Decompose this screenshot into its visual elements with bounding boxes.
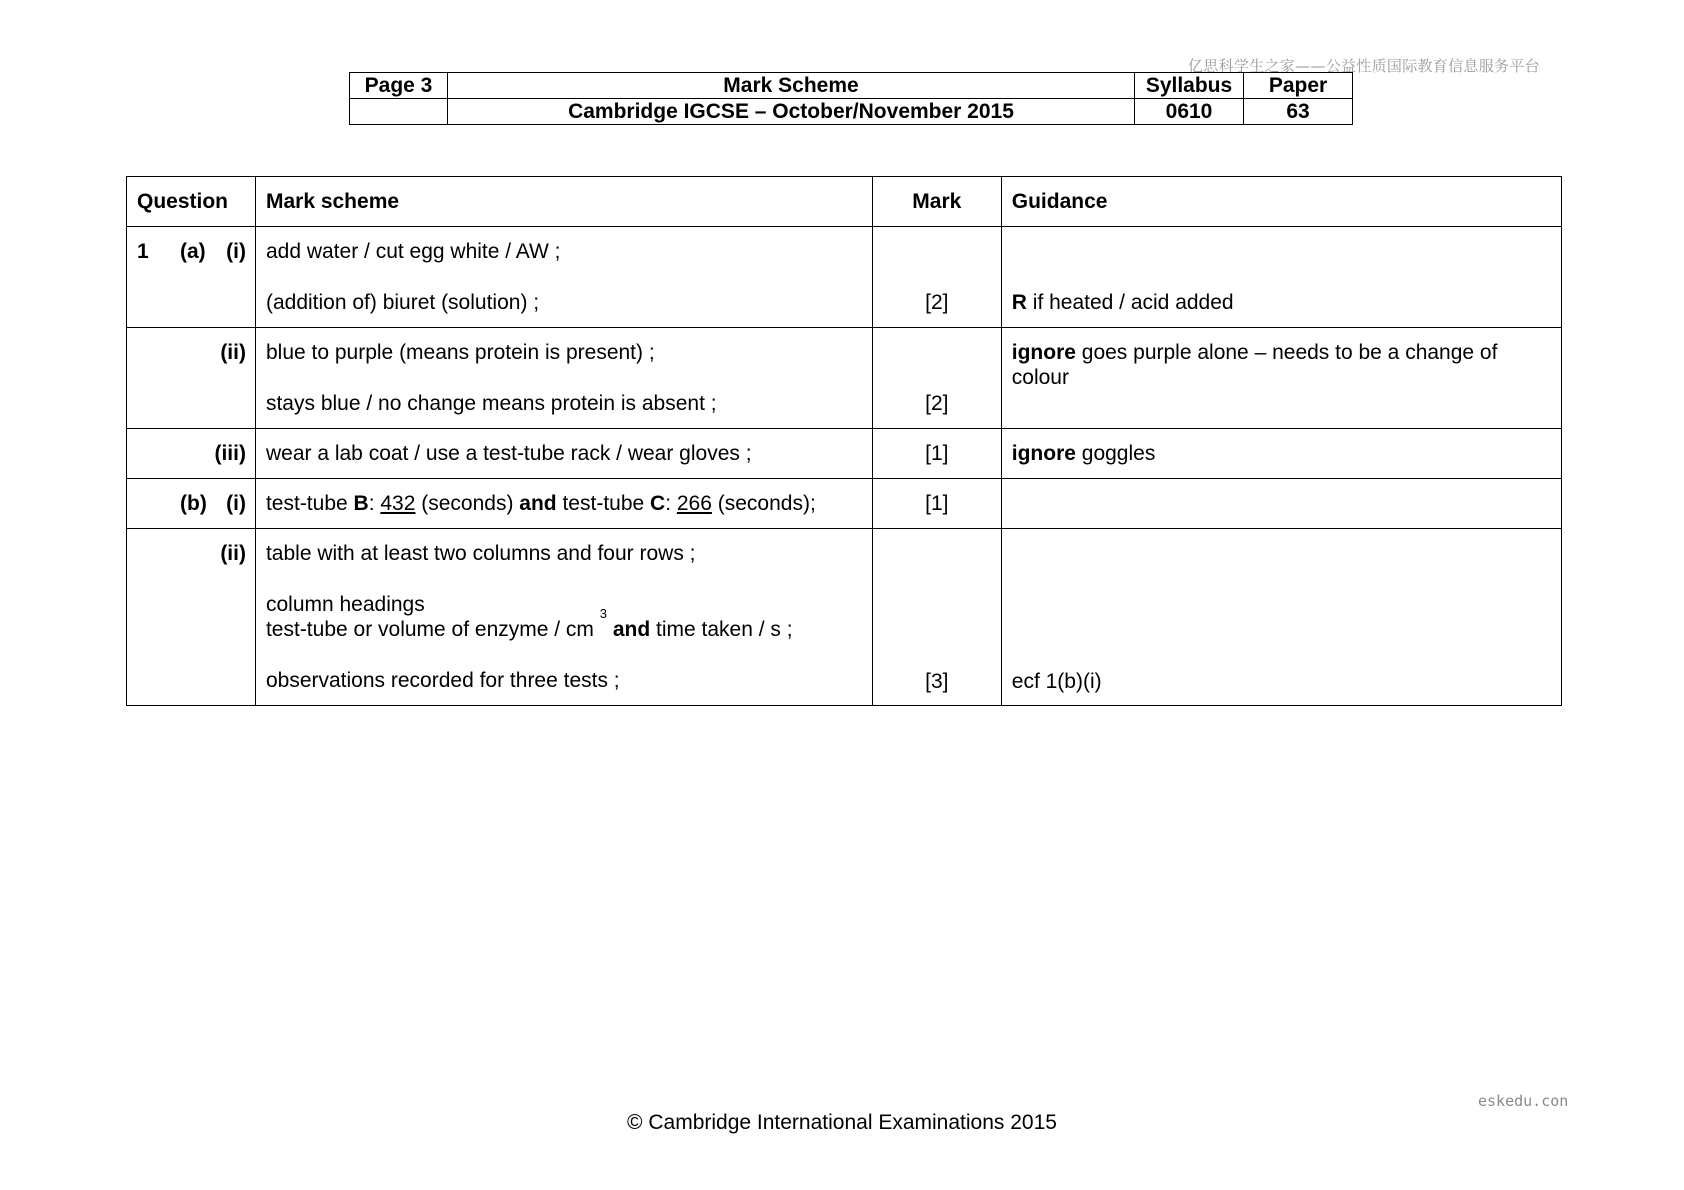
question-subpart: (i) [226, 240, 246, 263]
page-number: Page 3 [350, 73, 448, 99]
guidance-text: goes purple alone – needs to be a change of colour [1011, 341, 1498, 389]
syllabus-label: Syllabus [1135, 73, 1244, 99]
column-header-mark: Mark [872, 177, 1001, 227]
mark-scheme-cell [255, 328, 872, 429]
scheme-line: wear a lab coat / use a test-tube rack / wear gloves ; [265, 442, 752, 465]
scheme-text: : [665, 492, 677, 515]
column-header-question: Question [127, 177, 256, 227]
mark-scheme-table [126, 176, 1562, 706]
document-title: Mark Scheme [448, 73, 1135, 99]
question-subpart: (ii) [220, 341, 246, 364]
scheme-line: add water / cut egg white / AW ; [265, 240, 561, 263]
column-header-guidance: Guidance [1001, 177, 1561, 227]
guidance-text: goggles [1075, 442, 1156, 465]
mark-value: [1] [925, 442, 949, 465]
question-subpart: (iii) [214, 442, 246, 465]
scheme-line: table with at least two columns and four rows ; [265, 542, 696, 565]
column-header-mark-scheme: Mark scheme [255, 177, 872, 227]
table-row [127, 328, 1562, 429]
document-subtitle: Cambridge IGCSE – October/November 2015 [448, 99, 1135, 125]
question-cell [127, 479, 256, 529]
mark-cell [872, 227, 1001, 328]
empty-cell [350, 99, 448, 125]
guidance-cell [1001, 529, 1561, 706]
mark-cell [872, 529, 1001, 706]
superscript-3: 3 [599, 606, 607, 621]
guidance-keyword: ignore [1011, 442, 1076, 465]
paper-value: 63 [1244, 99, 1353, 125]
scheme-and: and [519, 492, 557, 515]
scheme-text: (seconds) [415, 492, 520, 515]
table-row [127, 227, 1562, 328]
question-part: (a) [180, 240, 206, 263]
guidance-text: if heated / acid added [1026, 291, 1234, 314]
mark-value: [2] [925, 392, 949, 415]
scheme-line: blue to purple (means protein is present) ; [265, 341, 655, 364]
syllabus-value: 0610 [1135, 99, 1244, 125]
mark-cell [872, 429, 1001, 479]
question-part: (b) [180, 492, 207, 515]
guidance-keyword: ignore [1011, 341, 1076, 364]
question-subpart: (i) [226, 492, 246, 515]
scheme-line: stays blue / no change means protein is absent ; [265, 392, 717, 415]
guidance-cell [1001, 479, 1561, 529]
scheme-text: (seconds); [711, 492, 816, 515]
mark-cell [872, 479, 1001, 529]
scheme-text: test-tube [265, 492, 354, 515]
guidance-text: ecf 1(b)(i) [1011, 670, 1102, 693]
watermark-bottom: eskedu.con [1478, 1092, 1569, 1110]
tube-label-c: C [650, 492, 666, 515]
watermark-top: 亿思科学生之家——公益性质国际教育信息服务平台 [1188, 57, 1540, 75]
mark-scheme-cell [255, 529, 872, 706]
time-value-b: 432 [380, 492, 416, 515]
tube-label-b: B [353, 492, 369, 515]
table-row [127, 479, 1562, 529]
guidance-keyword: R [1011, 291, 1027, 314]
question-subpart: (ii) [220, 542, 246, 565]
guidance-cell [1001, 328, 1561, 429]
mark-cell [872, 328, 1001, 429]
scheme-text: : [368, 492, 381, 515]
time-value-c: 266 [676, 492, 712, 515]
mark-value: [2] [925, 291, 949, 314]
table-row [127, 429, 1562, 479]
question-number: 1 [137, 240, 149, 263]
guidance-cell [1001, 227, 1561, 328]
table-header-row [127, 177, 1562, 227]
mark-value: [3] [925, 670, 949, 693]
question-cell [127, 227, 256, 328]
header-table [349, 72, 1353, 125]
copyright-footer: © Cambridge International Examinations 2015 [627, 1111, 1057, 1134]
question-cell [127, 429, 256, 479]
scheme-line: column headings [265, 593, 425, 616]
mark-value: [1] [925, 492, 949, 515]
mark-scheme-cell [255, 479, 872, 529]
scheme-line: observations recorded for three tests ; [265, 669, 620, 692]
scheme-line: (addition of) biuret (solution) ; [265, 291, 540, 314]
guidance-cell [1001, 429, 1561, 479]
scheme-line: test-tube or volume of enzyme / cm $^3$ and time taken / s ; [265, 606, 793, 641]
scheme-text: test-tube [556, 492, 651, 515]
mark-scheme-cell [255, 227, 872, 328]
mark-scheme-cell [255, 429, 872, 479]
question-cell [127, 529, 256, 706]
table-row [127, 529, 1562, 706]
paper-label: Paper [1244, 73, 1353, 99]
question-cell [127, 328, 256, 429]
